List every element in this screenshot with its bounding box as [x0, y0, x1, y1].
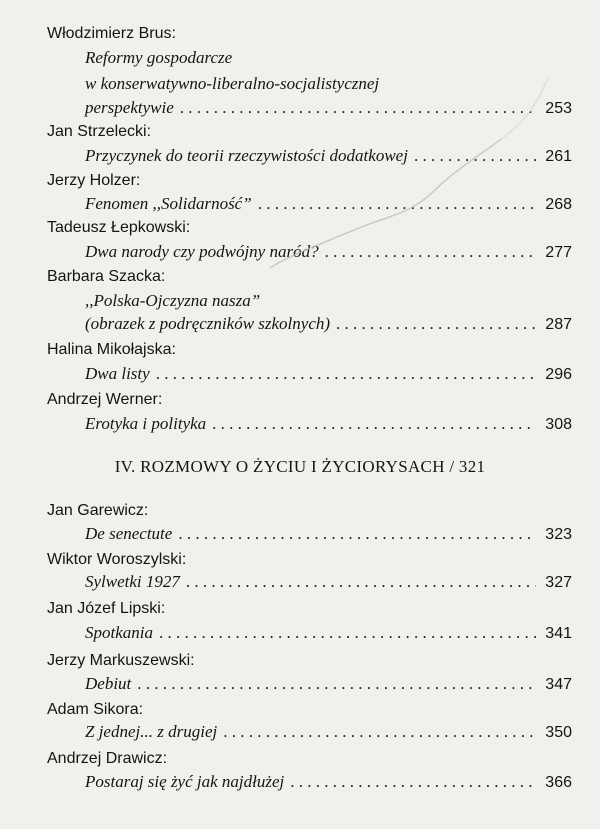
- leader-dots: [178, 524, 536, 544]
- leader-dots: [290, 772, 536, 792]
- page-number: 277: [545, 244, 572, 261]
- toc-entry: [85, 242, 572, 262]
- page-number: 268: [545, 196, 572, 213]
- page-number: 308: [545, 416, 572, 433]
- entry-title: Fenomen ,,Solidarność”: [85, 194, 252, 213]
- leader-dots: [156, 364, 536, 384]
- author-name: Andrzej Werner:: [47, 391, 163, 408]
- entry-title: Postaraj się żyć jak najdłużej: [85, 772, 285, 791]
- author-name: Tadeusz Łepkowski:: [47, 219, 191, 236]
- author-name: Andrzej Drawicz:: [47, 750, 168, 767]
- entry-title: Dwa listy: [85, 364, 150, 383]
- author-name: Jerzy Holzer:: [47, 172, 141, 189]
- entry-title: Dwa narody czy podwójny naród?: [85, 242, 319, 261]
- author-name: Jan Strzelecki:: [47, 123, 152, 140]
- toc-entry: [85, 414, 572, 434]
- entry-title: Z jednej... z drugiej: [85, 722, 218, 741]
- author-name: Adam Sikora:: [47, 701, 144, 718]
- entry-title: Przyczynek do teorii rzeczywistości dodatkowej: [85, 146, 408, 165]
- entry-title: Sylwetki 1927: [85, 572, 180, 591]
- section-heading: IV. ROZMOWY O ŻYCIU I ŻYCIORYSACH / 321: [114, 457, 486, 476]
- page-number: 287: [545, 316, 572, 333]
- toc-entry: [85, 314, 572, 334]
- author-name: Jerzy Markuszewski:: [47, 652, 195, 669]
- leader-dots: [212, 414, 536, 434]
- page-number: 327: [545, 574, 572, 591]
- page-number: 366: [545, 774, 572, 791]
- author-name: Jan Józef Lipski:: [47, 600, 166, 617]
- leader-dots: [414, 146, 536, 166]
- author-name: Barbara Szacka:: [47, 268, 166, 285]
- author-name: Włodzimierz Brus:: [47, 25, 176, 42]
- leader-dots: [159, 623, 536, 643]
- leader-dots: [186, 572, 536, 592]
- toc-entry: [85, 364, 572, 384]
- toc-entry: [85, 772, 572, 792]
- page-number: 253: [545, 100, 572, 117]
- toc-entry: [85, 623, 572, 643]
- entry-title-line: Reformy gospodarcze: [85, 48, 233, 67]
- page-number: 341: [545, 625, 572, 642]
- page-number: 347: [545, 676, 572, 693]
- leader-dots: [223, 722, 536, 742]
- page-number: 350: [545, 724, 572, 741]
- page-number: 323: [545, 526, 572, 543]
- entry-title: Debiut: [85, 674, 132, 693]
- toc-entry: [85, 674, 572, 694]
- entry-title: (obrazek z podręczników szkolnych): [85, 314, 331, 333]
- entry-title: perspektywie: [85, 98, 174, 117]
- leader-dots: [336, 314, 536, 334]
- leader-dots: [180, 98, 536, 118]
- toc-entry: [85, 146, 572, 166]
- entry-title: Spotkania: [85, 623, 153, 642]
- entry-title-line: ,,Polska-Ojczyzna nasza”: [85, 291, 261, 310]
- entry-title: Erotyka i polityka: [85, 414, 207, 433]
- author-name: Wiktor Woroszylski:: [47, 551, 187, 568]
- leader-dots: [325, 242, 536, 262]
- toc-entry: [85, 194, 572, 214]
- toc-entry: [85, 572, 572, 592]
- author-name: Jan Garewicz:: [47, 502, 149, 519]
- toc-entry: [85, 722, 572, 742]
- entry-title: De senectute: [85, 524, 173, 543]
- toc-entry: [85, 524, 572, 544]
- page-number: 261: [545, 148, 572, 165]
- leader-dots: [137, 674, 536, 694]
- leader-dots: [258, 194, 536, 214]
- author-name: Halina Mikołajska:: [47, 341, 176, 358]
- entry-title-line: w konserwatywno-liberalno-socjalistycznej: [85, 74, 380, 93]
- page-number: 296: [545, 366, 572, 383]
- toc-entry: [85, 98, 572, 118]
